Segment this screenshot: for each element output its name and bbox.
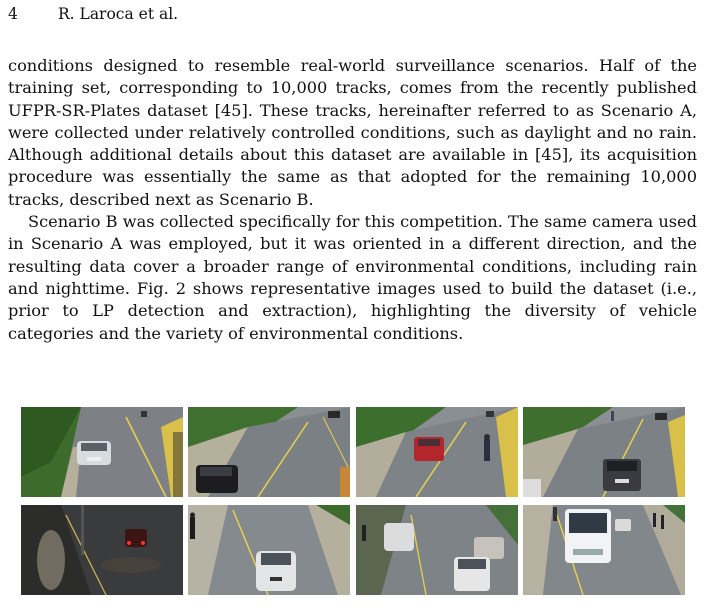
figure-image xyxy=(188,407,350,497)
figure-image xyxy=(523,505,685,595)
figure-image xyxy=(356,505,518,595)
figure-image xyxy=(21,505,183,595)
figure-image xyxy=(21,407,183,497)
running-header xyxy=(8,4,178,24)
figure-image-grid xyxy=(21,407,685,595)
figure-image xyxy=(188,505,350,595)
page-number: 4 xyxy=(8,5,18,23)
running-authors: R. Laroca et al. xyxy=(58,5,179,23)
figure-image xyxy=(523,407,685,497)
paragraph: Scenario B was collected specifically for this competition. The same camera used in Scenario A was employed, but it was oriented in a different direction, and the resulting data cover a broader range of environmental conditions, including rain and nighttime. Fig. 2 shows representative images used to build the dataset (i.e., prior to LP detection and extraction), highlighting the diversity of vehicle categories and the variety of environmental conditions. xyxy=(8,212,697,343)
body-text xyxy=(8,55,697,345)
paragraph: conditions designed to resemble real-world surveillance scenarios. Half of the training set, corresponding to 10,000 tracks, comes from the recently published UFPR-SR-Plates dataset [45]. These tracks, hereinafter referred to as Scenario A, were collected under relatively controlled conditions, such as daylight and no rain. Although additional details about this dataset are available in [45], its acquisition procedure was essentially the same as that adopted for the remaining 10,000 tracks, described next as Scenario B. xyxy=(8,56,697,209)
figure-image xyxy=(356,407,518,497)
